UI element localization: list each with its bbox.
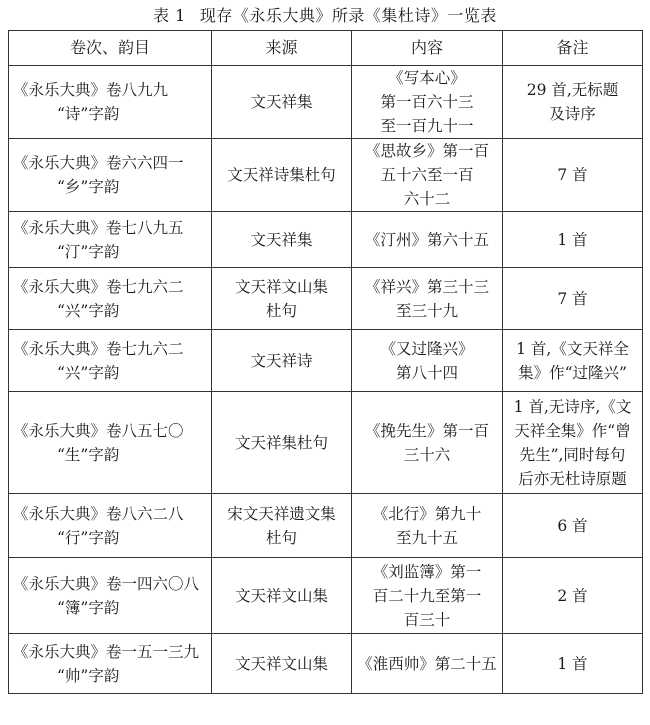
cell-volume-line: “帅”字韵: [57, 666, 120, 685]
cell-content: [352, 268, 503, 330]
cell-source-line: 杜句: [265, 301, 297, 320]
cell-content-line: 《汀州》第六十五: [364, 230, 489, 249]
cell-source: [212, 66, 352, 139]
cell-volume: [9, 634, 212, 694]
cell-note-line: 1 首: [557, 230, 588, 249]
cell-volume-line: “诗”字韵: [57, 105, 120, 123]
cell-volume-line: “簿”字韵: [57, 598, 120, 617]
cell-content-line: 第一百六十三: [380, 93, 474, 111]
cell-content-line: 《思故乡》第一百: [364, 142, 489, 160]
table-row: [9, 558, 643, 634]
cell-content-line: 至九十五: [395, 528, 458, 547]
cell-volume-line: “兴”字韵: [57, 301, 120, 320]
header-row: [9, 31, 643, 66]
cell-source-line: 文天祥文山集: [234, 277, 328, 296]
cell-content-line: 三十六: [403, 445, 451, 464]
cell-note-line: 1 首: [557, 654, 588, 673]
cell-volume: [9, 212, 212, 268]
cell-content-line: 六十二: [403, 190, 451, 208]
cell-note-line: 1 首,无诗序,《文: [513, 397, 632, 416]
cell-volume: [9, 66, 212, 139]
cell-content-line: 《挽先生》第一百: [364, 421, 489, 440]
cell-content: [352, 392, 503, 494]
cell-source: [212, 494, 352, 558]
table-number: 表 1: [153, 6, 186, 25]
table-row: [9, 634, 643, 694]
cell-note-line: 7 首: [557, 166, 588, 184]
cell-content-line: 《写本心》: [388, 69, 466, 87]
cell-note-line: 及诗序: [549, 105, 596, 123]
table-row: [9, 66, 643, 139]
cell-volume-line: 《永乐大典》卷一四六〇八: [13, 574, 200, 593]
cell-content: [352, 558, 503, 634]
table-row: [9, 494, 643, 558]
cell-source-line: 文天祥诗: [250, 351, 313, 370]
header-volume: 卷次、韵目: [9, 31, 212, 66]
cell-note: [503, 494, 643, 558]
cell-volume: [9, 558, 212, 634]
cell-content: [352, 330, 503, 392]
cell-note-line: 2 首: [557, 586, 588, 605]
cell-volume-line: 《永乐大典》卷八五七〇: [13, 421, 184, 440]
cell-note: [503, 330, 643, 392]
cell-volume-line: 《永乐大典》卷六六四一: [13, 154, 184, 172]
cell-volume: [9, 330, 212, 392]
cell-content: [352, 66, 503, 139]
cell-source-line: 文天祥诗集杜句: [227, 166, 336, 184]
cell-note-line: 7 首: [557, 289, 588, 308]
cell-source: [212, 212, 352, 268]
cell-content: [352, 212, 503, 268]
cell-note: [503, 558, 643, 634]
cell-content-line: 《刘监簿》第一: [372, 562, 482, 581]
cell-source: [212, 139, 352, 212]
cell-content-line: 《又过隆兴》: [380, 339, 474, 358]
cell-source: [212, 558, 352, 634]
cell-volume: [9, 494, 212, 558]
cell-source-line: 文天祥集: [250, 230, 313, 249]
poem-table: [8, 30, 643, 694]
cell-content-line: 《祥兴》第三十三: [364, 277, 489, 296]
cell-content: [352, 139, 503, 212]
cell-volume-line: 《永乐大典》卷七八九五: [13, 218, 184, 237]
cell-content-line: 《淮西帅》第二十五: [357, 654, 497, 673]
cell-volume: [9, 392, 212, 494]
table-title: 现存《永乐大典》所录《集杜诗》一览表: [199, 6, 497, 25]
table-row: [9, 212, 643, 268]
cell-note: [503, 212, 643, 268]
cell-note: [503, 66, 643, 139]
cell-source-line: 文天祥文山集: [234, 654, 328, 673]
header-source: 来源: [212, 31, 352, 66]
cell-volume-line: “生”字韵: [57, 445, 120, 464]
cell-note: [503, 268, 643, 330]
cell-source-line: 宋文天祥遗文集: [227, 504, 336, 523]
table-row: [9, 139, 643, 212]
cell-content-line: 百三十: [403, 610, 451, 629]
cell-volume-line: 《永乐大典》卷七九六二: [13, 277, 184, 296]
cell-content-line: 百二十九至第一: [372, 586, 482, 605]
cell-note-line: 1 首,《文天祥全: [516, 339, 629, 358]
cell-source: [212, 268, 352, 330]
cell-source: [212, 392, 352, 494]
cell-note-line: 集》作“过隆兴”: [518, 363, 627, 382]
cell-volume-line: “乡”字韵: [57, 178, 120, 196]
cell-source-line: 杜句: [265, 528, 297, 547]
cell-source: [212, 634, 352, 694]
cell-volume-line: 《永乐大典》卷一五一三九: [13, 642, 200, 661]
cell-note-line: 先生”,同时每句: [519, 445, 626, 464]
cell-volume-line: 《永乐大典》卷八六二八: [13, 504, 184, 523]
cell-content-line: 五十六至一百: [380, 166, 474, 184]
cell-volume: [9, 139, 212, 212]
cell-volume-line: “行”字韵: [57, 528, 120, 547]
cell-volume-line: 《永乐大典》卷七九六二: [13, 339, 184, 358]
table-row: [9, 268, 643, 330]
table-caption: [8, 4, 642, 30]
cell-note-line: 后亦无杜诗原题: [518, 469, 627, 488]
table-body: [9, 66, 643, 694]
header-content: 内容: [352, 31, 503, 66]
cell-content-line: 第八十四: [395, 363, 458, 382]
cell-note-line: 6 首: [557, 516, 588, 535]
cell-content: [352, 494, 503, 558]
table-row: [9, 330, 643, 392]
cell-note: [503, 392, 643, 494]
cell-note-line: 天祥全集》作“曾: [514, 421, 631, 440]
cell-source-line: 文天祥文山集: [234, 586, 328, 605]
cell-content-line: 至一百九十一: [380, 117, 474, 135]
cell-content-line: 《北行》第九十: [372, 504, 482, 523]
header-note: 备注: [503, 31, 643, 66]
cell-volume: [9, 268, 212, 330]
cell-volume-line: “兴”字韵: [57, 363, 120, 382]
cell-source-line: 文天祥集: [250, 93, 313, 111]
cell-source-line: 文天祥集杜句: [234, 433, 328, 452]
cell-note-line: 29 首,无标题: [526, 81, 619, 99]
cell-content-line: 至三十九: [395, 301, 458, 320]
cell-volume-line: “汀”字韵: [57, 242, 120, 261]
cell-note: [503, 139, 643, 212]
cell-volume-line: 《永乐大典》卷八九九: [13, 81, 169, 99]
cell-content: [352, 634, 503, 694]
table-row: [9, 392, 643, 494]
cell-note: [503, 634, 643, 694]
cell-source: [212, 330, 352, 392]
